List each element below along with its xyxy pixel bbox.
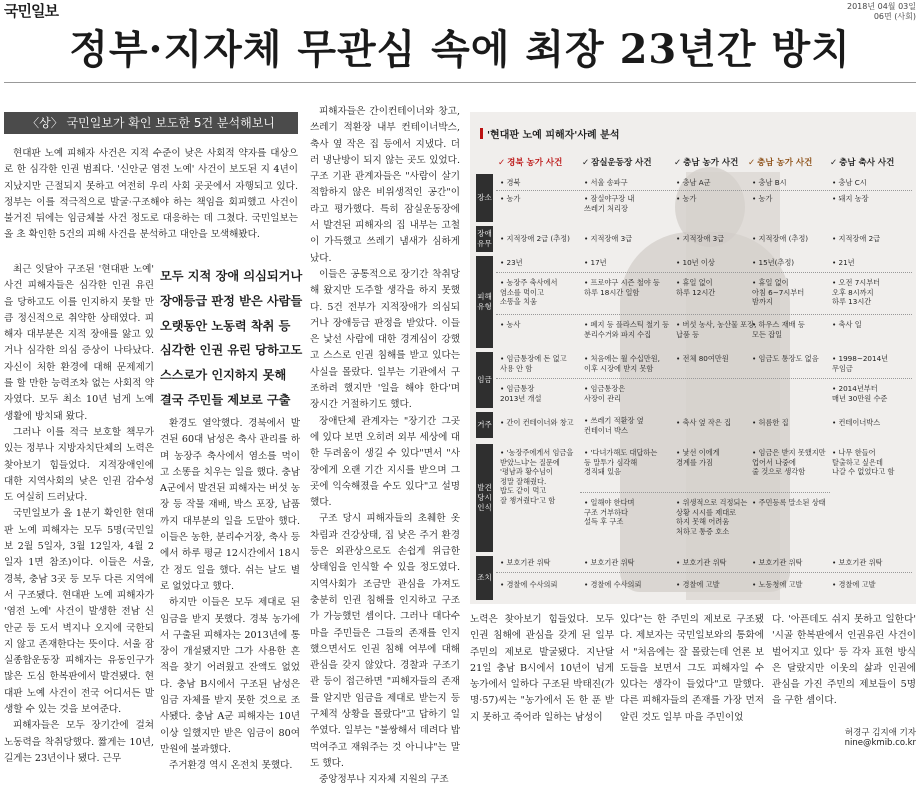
cell: • 프로야구 시즌 철야 등 하루 18시간 일함: [584, 278, 660, 297]
cell: • 오전 7시부터 오후 8시까지 하루 13시간: [832, 278, 880, 307]
cell: • 하우스 재배 등 모든 잡일: [752, 320, 805, 339]
cell: • 임금은 받지 못했지만 업어서 나중에 줄 것으로 생각함: [752, 448, 826, 477]
row-label-action: 조치: [476, 556, 493, 600]
case-header-3: ✓ 충남 농가 사건: [674, 158, 739, 168]
newspaper-masthead: 국민일보: [4, 2, 58, 20]
case-header-4: ✓ 충남 농가 사건: [748, 158, 813, 168]
cell: • 휴일 없이 아침 6~7시부터 밤까지: [752, 278, 804, 307]
cell: • 충남 A군: [676, 178, 711, 188]
cell: • 축사 일: [832, 320, 862, 330]
check-icon: ✓: [748, 158, 756, 168]
cell: • 23년: [500, 258, 523, 268]
pull-quote-line: 심각한 인권 유린 당하고도: [160, 343, 303, 358]
check-icon: ✓: [830, 158, 838, 168]
row-label-place: 장소: [476, 174, 493, 222]
col3-para: 장애단체 관계자는 "장기간 그곳에 있다 보면 오히려 외부 세상에 대한 두려움이 생길 수 있다"면서 "사장에게 오랜 기간 지시를 받으며 그곳에 익숙해졌을 수도 있다"고 설명했다.: [310, 415, 460, 509]
cell: • 임금통장에 돈 없고 사용 안 함: [500, 354, 567, 373]
cell: • 보호기관 위탁: [500, 558, 550, 568]
row-divider: [496, 572, 912, 573]
cell: • 10년 이상: [676, 258, 715, 268]
cell: • 버섯 농사, 농산물 포장, 납품 등: [676, 320, 756, 339]
cell: • 간이 컨테이너와 창고: [500, 418, 574, 428]
column-5: [620, 612, 764, 742]
cell: • 전체 80여만원: [676, 354, 729, 364]
pull-quote-line: 결국 주민들 제보로 구출: [160, 392, 291, 407]
cell: • 임금통장은 사장이 관리: [584, 384, 625, 403]
column-3: [310, 104, 460, 786]
row-label-wage: 임금: [476, 352, 493, 408]
cell: • 15년(추정): [752, 258, 794, 268]
cell: • 농가: [676, 194, 696, 204]
cell: • 경찰에 고발: [832, 580, 876, 590]
cell: • 농사: [500, 320, 520, 330]
pull-quote-line: 오랫동안 노동력 착취 등: [160, 318, 291, 333]
case-header-1: ✓ 경북 농가 사건: [498, 158, 563, 168]
cell: • 17년: [584, 258, 607, 268]
pull-quote: [160, 264, 303, 413]
cell: • 보호기관 위탁: [832, 558, 882, 568]
cell: • 1998~2014년 무임금: [832, 354, 888, 373]
cell: • 지적장애 2급 (추정): [500, 234, 570, 244]
cell: • 보호기관 위탁: [584, 558, 634, 568]
col3-para: 중앙정부나 지자체 지원의 구조: [319, 774, 449, 786]
col2-para: 환경도 열악했다. 경북에서 발견된 60대 남성은 축사 관리를 하며 농장주 축사에서 염소를 먹이고 소똥을 치우는 일을 했다. 충남 A군에서 발견된 피해자는 버섯 농장 등 작물 재배, 박스 포장, 납품까지 대부분의 일을 도맡아 했다. 이들은 농한, 분리수거장, 축사 등에서 하루 평균 12시간에서 18시간 정도 일을 했다. 쉬는 날도 별로 없었다고 했다.: [160, 418, 300, 592]
cell: • 임금통장 2013년 개설: [500, 384, 541, 403]
cell: • 낯선 이에게 경계를 가짐: [676, 448, 720, 467]
cell: • 2014년부터 매년 30만원 수준: [832, 384, 887, 403]
column-6: [772, 612, 916, 724]
pull-quote-line: 장애등급 판정 받은 사람들: [160, 293, 303, 308]
col3-para: 피해자들은 간이컨테이너와 창고, 쓰레기 적환장 내부 컨테이너박스, 축사 옆 작은 집 등에서 지냈다. 더러 냉난방이 되지 않는 곳도 있었다. 구조 기관 관계자들은 "사람이 살기 적합하지 않은 비위생적인 공간"이라고 평가했다. 특히 잠실운동장에서 발견된 피해자의 집 내부는 고철이 가득했고 쓰레기 냄새가 심하게 났다.: [310, 106, 460, 264]
check-icon: ✓: [674, 158, 682, 168]
check-icon: ✓: [498, 158, 506, 168]
col1-para: 최근 잇달아 구조된 '현대판 노예' 사건 피해자들은 심각한 인권 유린을 당하고도 이를 인지하지 못할 만큼 정신적으로 취약한 상태였다. 피해자 대부분은 지적 장애를 앓고 있거나 심각한 의심 증상이 나타났다. 자신이 처한 환경에 대해 문제제기를 할 만한 능력조차 없는 사회적 약자였다. 모두 최소 10년 넘게 노예 생활에 방치돼 왔다.: [4, 264, 154, 422]
headline-rule: [4, 82, 916, 83]
cell: • 주민등록 말소된 상태: [752, 498, 826, 508]
cell: • 위생적으로 걱정되는 상황 시시를 제대로 하지 못해 어려움 처하고 통증 호소: [676, 498, 747, 536]
cell: • 경찰에 고발: [676, 580, 720, 590]
row-divider: [496, 190, 912, 191]
col1-para: 피해자들은 모두 장기간에 걸쳐 노동력을 착취당했다. 짧게는 10년, 길게는 23년이나 됐다. 근무: [4, 720, 154, 764]
cell: • '다녀가해도 대답하는 등 말투가 심각해 경직돼 있음: [584, 448, 657, 477]
row-label-harm-type: 피해 유형: [476, 256, 493, 348]
cell: • 농가: [752, 194, 772, 204]
cell: • 돼지 농장: [832, 194, 869, 204]
infographic-title: '현대판 노예 피해자'사례 분석: [480, 126, 620, 141]
cell: • 잠실야구장 내 쓰레기 처리장: [584, 194, 634, 213]
column-4: [470, 612, 614, 742]
check-icon: ✓: [582, 158, 590, 168]
cell: • 컨테이너박스: [832, 418, 880, 428]
headline: 정부·지자체 무관심 속에 최장 23년간 방치: [69, 26, 851, 73]
col6-text: 다. '아픈데도 쉬지 못하고 일한다' '시골 한복판에서 인권유린 사건이 벌어지고 있다' 등 각자 표현 방식은 달랐지만 이웃의 삶과 인권에 관심을 가진 주민의 제보들이 5명을 구한 셈이다.: [772, 614, 916, 707]
cell: • 농장주 축사에서 염소를 먹이고 소똥을 치움: [500, 278, 557, 307]
cell: • 노동청에 고발: [752, 580, 802, 590]
row-label-perception: 발견 당시 인식: [476, 444, 493, 552]
cell: • 농가: [500, 194, 520, 204]
lead-text: 현대판 노예 피해자 사건은 지적 수준이 낮은 사회적 약자를 대상으로 한 심각한 인권 범죄다. '신안군 염전 노예' 사건이 보도된 지 4년이 지났지만 근절되지 못하고 여전히 우리 사회 곳곳에서 자행되고 있다. 정부는 이를 적극적으로 발굴·구조해야 하는 책임을 회피했고 사건이 불거진 뒤에는 임금체불 사건 정도로 대응하는 데 그쳤다. 국민일보는 올 초 확인한 5건의 피해 사건을 분석하고 대안을 모색해봤다.: [4, 148, 298, 241]
pull-quote-line: 스스로가 인지하지 못해: [160, 368, 287, 383]
col3-para: 이들은 공통적으로 장기간 착취당해 왔지만 도주할 생각을 하지 못했다. 5건 전부가 지적장애가 의심되거나 장애등급 판정을 받았다. 이들은 낯선 사람에 대한 경계심이 강했고 스스로 인권 침해를 받고 있다는 사실을 몰랐다. 일부는 기관에서 구조하려 했지만 '일을 해야 한다'며 장시간 거절하기도 했다.: [310, 268, 460, 411]
case-header-5: ✓ 충남 축사 사건: [830, 158, 895, 168]
column-1: [4, 262, 154, 764]
col5-text: 있다"는 한 주민의 제보로 구조됐다. 제보자는 국민일보와의 통화에서 "처음에는 잘 몰랐는데 언론 보도들을 보면서 그도 피해자일 수 있다는 생각이 들었다"고 말했다. 다른 피해자들의 존재를 가장 먼저 알린 것도 일부 마을 주민이었: [620, 614, 764, 723]
case-header-2: ✓ 잠실운동장 사건: [582, 158, 652, 168]
cell: • 보호기관 위탁: [752, 558, 802, 568]
cell: • 임금도 통장도 없음: [752, 354, 819, 364]
dateline-date: 2018년 04월 03일: [847, 2, 916, 11]
row-divider: [496, 314, 912, 315]
dateline-page: 06면 (사회): [873, 12, 916, 21]
cell: • 폐지 등 플라스틱 철기 등 분리수거와 파지 수집: [584, 320, 669, 339]
col3-para: 구조 당시 피해자들의 초췌한 옷차림과 건강상태, 집 낮은 주거 환경 등은 외관상으로도 손쉽게 위급한 상태임을 인식할 수 있을 정도였다. 지역사회가 조금만 관심을 가져도 충분히 인권 침해를 인지하고 구조가 가능했던 셈이다. 그러나 대다수 마을 주민들은 그들의 존재를 인지했으면서도 인권 침해 여부에 대해 관심을 갖지 않았다. 경찰과 구조기관 등이 접근하면 "피해자들의 존재를 알지만 임금을 제대로 받는지 등 구체적 상황을 몰랐다"고 답하기 일쑤였다. 일부는 "불쌍해서 데려다 밥 먹여주고 재워주는 것 아니냐"는 말도 했다.: [310, 513, 460, 769]
cell: • 휴일 없이 하루 12시간: [676, 278, 715, 297]
cell: • 경북: [500, 178, 520, 188]
cell: • 처음에는 월 수십만원, 이후 시장에 받지 못함: [584, 354, 660, 373]
col2-para: 주거환경 역시 온전치 못했다.: [169, 760, 293, 772]
row-label-residence: 거주: [476, 412, 493, 438]
cell: • 지적장애 3급: [584, 234, 632, 244]
row-divider: [496, 272, 912, 273]
cell: • 일해야 한다며 구조 거부하다 설득 후 구조: [584, 498, 634, 527]
cell: • 축사 옆 작은 집: [676, 418, 731, 428]
cell: • 지적장애 3급: [676, 234, 724, 244]
subhead: 〈상〉 국민일보가 확인 보도한 5건 분석해보니: [4, 112, 298, 134]
cell: • 허름한 집: [752, 418, 789, 428]
byline: 허경구 김지애 기자 nine@kmib.co.kr: [844, 728, 916, 748]
row-divider: [580, 492, 830, 493]
pull-quote-line: 모두 지적 장애 의심되거나: [160, 269, 303, 283]
row-label-disability: 장애 유무: [476, 226, 493, 252]
cell: • 경찰에 수사의뢰: [500, 580, 557, 590]
cell: • 21년: [832, 258, 855, 268]
cell: • 나무 한들어 탈출하고 싶은데 나갈 수 없었다고 함: [832, 448, 894, 477]
cell: • 쓰레기 적환장 옆 컨테이너 박스: [584, 416, 644, 435]
row-divider: [496, 378, 912, 379]
cell: • 서울 송파구: [584, 178, 628, 188]
col1-para: 그러나 이를 적극 보호할 책무가 있는 정부나 지방자치단체의 노력은 찾아보기 힘들었다. 지적장애인에 대한 지역사회의 낮은 인권 감수성도 여실히 드러났다.: [4, 426, 154, 504]
infographic-case-table: [470, 112, 916, 604]
cell: • 지적장애 2급: [832, 234, 880, 244]
cell: • 경찰에 수사의뢰: [584, 580, 641, 590]
col4-text: 노력은 찾아보기 힘들었다. 모두 인권 침해에 관심을 갖게 된 일부 주민의 제보로 발굴됐다. 지난달 21일 충남 B시에서 10년이 넘게 농가에서 일하다 구조된 박태진(가명·57)씨는 "농가에서 돈 한 푼 받지 못하고 죽어라 일하는 남성이: [470, 614, 614, 723]
lead-paragraph: [4, 146, 298, 242]
column-2: [160, 416, 300, 772]
cell: • 보호기관 위탁: [676, 558, 726, 568]
col1-para: 국민일보가 올 1분기 확인한 현대판 노예 피해자는 모두 5명(국민일보 2월 5일자, 3월 12일자, 4월 2일자 1면 참조)이다. 이들은 서울, 경북, 충남 3곳 등 모두 다른 지역에서 구조됐다. 현대판 노예 피해자가 '염전 노예' 사건이 발생한 전남 신안군 등 도서 벽지나 오지에 국한되지 않고 존재한다는 뜻이다. 서울 잠실종합운동장 피해자는 유동인구가 많은 도심 한복판에서 발견됐다. 현대판 노예 사건이 전국 어디서든 발생할 수 있는 것을 보여준다.: [4, 508, 154, 716]
cell: • '농장주에게서 임금을 받았느냐'는 질문에 '평남과 황수님이 정말 잘해줬다. 밥도 같이 먹고 잘 챙겨줬다'고 함: [500, 448, 573, 505]
cell: • 지적장애 (추정): [752, 234, 808, 244]
cell: • 충남 C시: [832, 178, 867, 188]
cell: • 충남 B시: [752, 178, 787, 188]
col2-para: 하지만 이들은 모두 제대로 된 임금을 받지 못했다. 경북 농가에서 구출된 피해자는 2013년에 통장이 개설됐지만 그가 사용한 흔적을 찾기 어려웠고 잔액도 없었다. 충남 B시에서 구조된 남성은 임금 자체를 받지 못한 것으로 조사됐다. 충남 A군 피해자는 10년 이상 일했지만 받은 임금이 80여만원에 불과했다.: [160, 597, 300, 755]
